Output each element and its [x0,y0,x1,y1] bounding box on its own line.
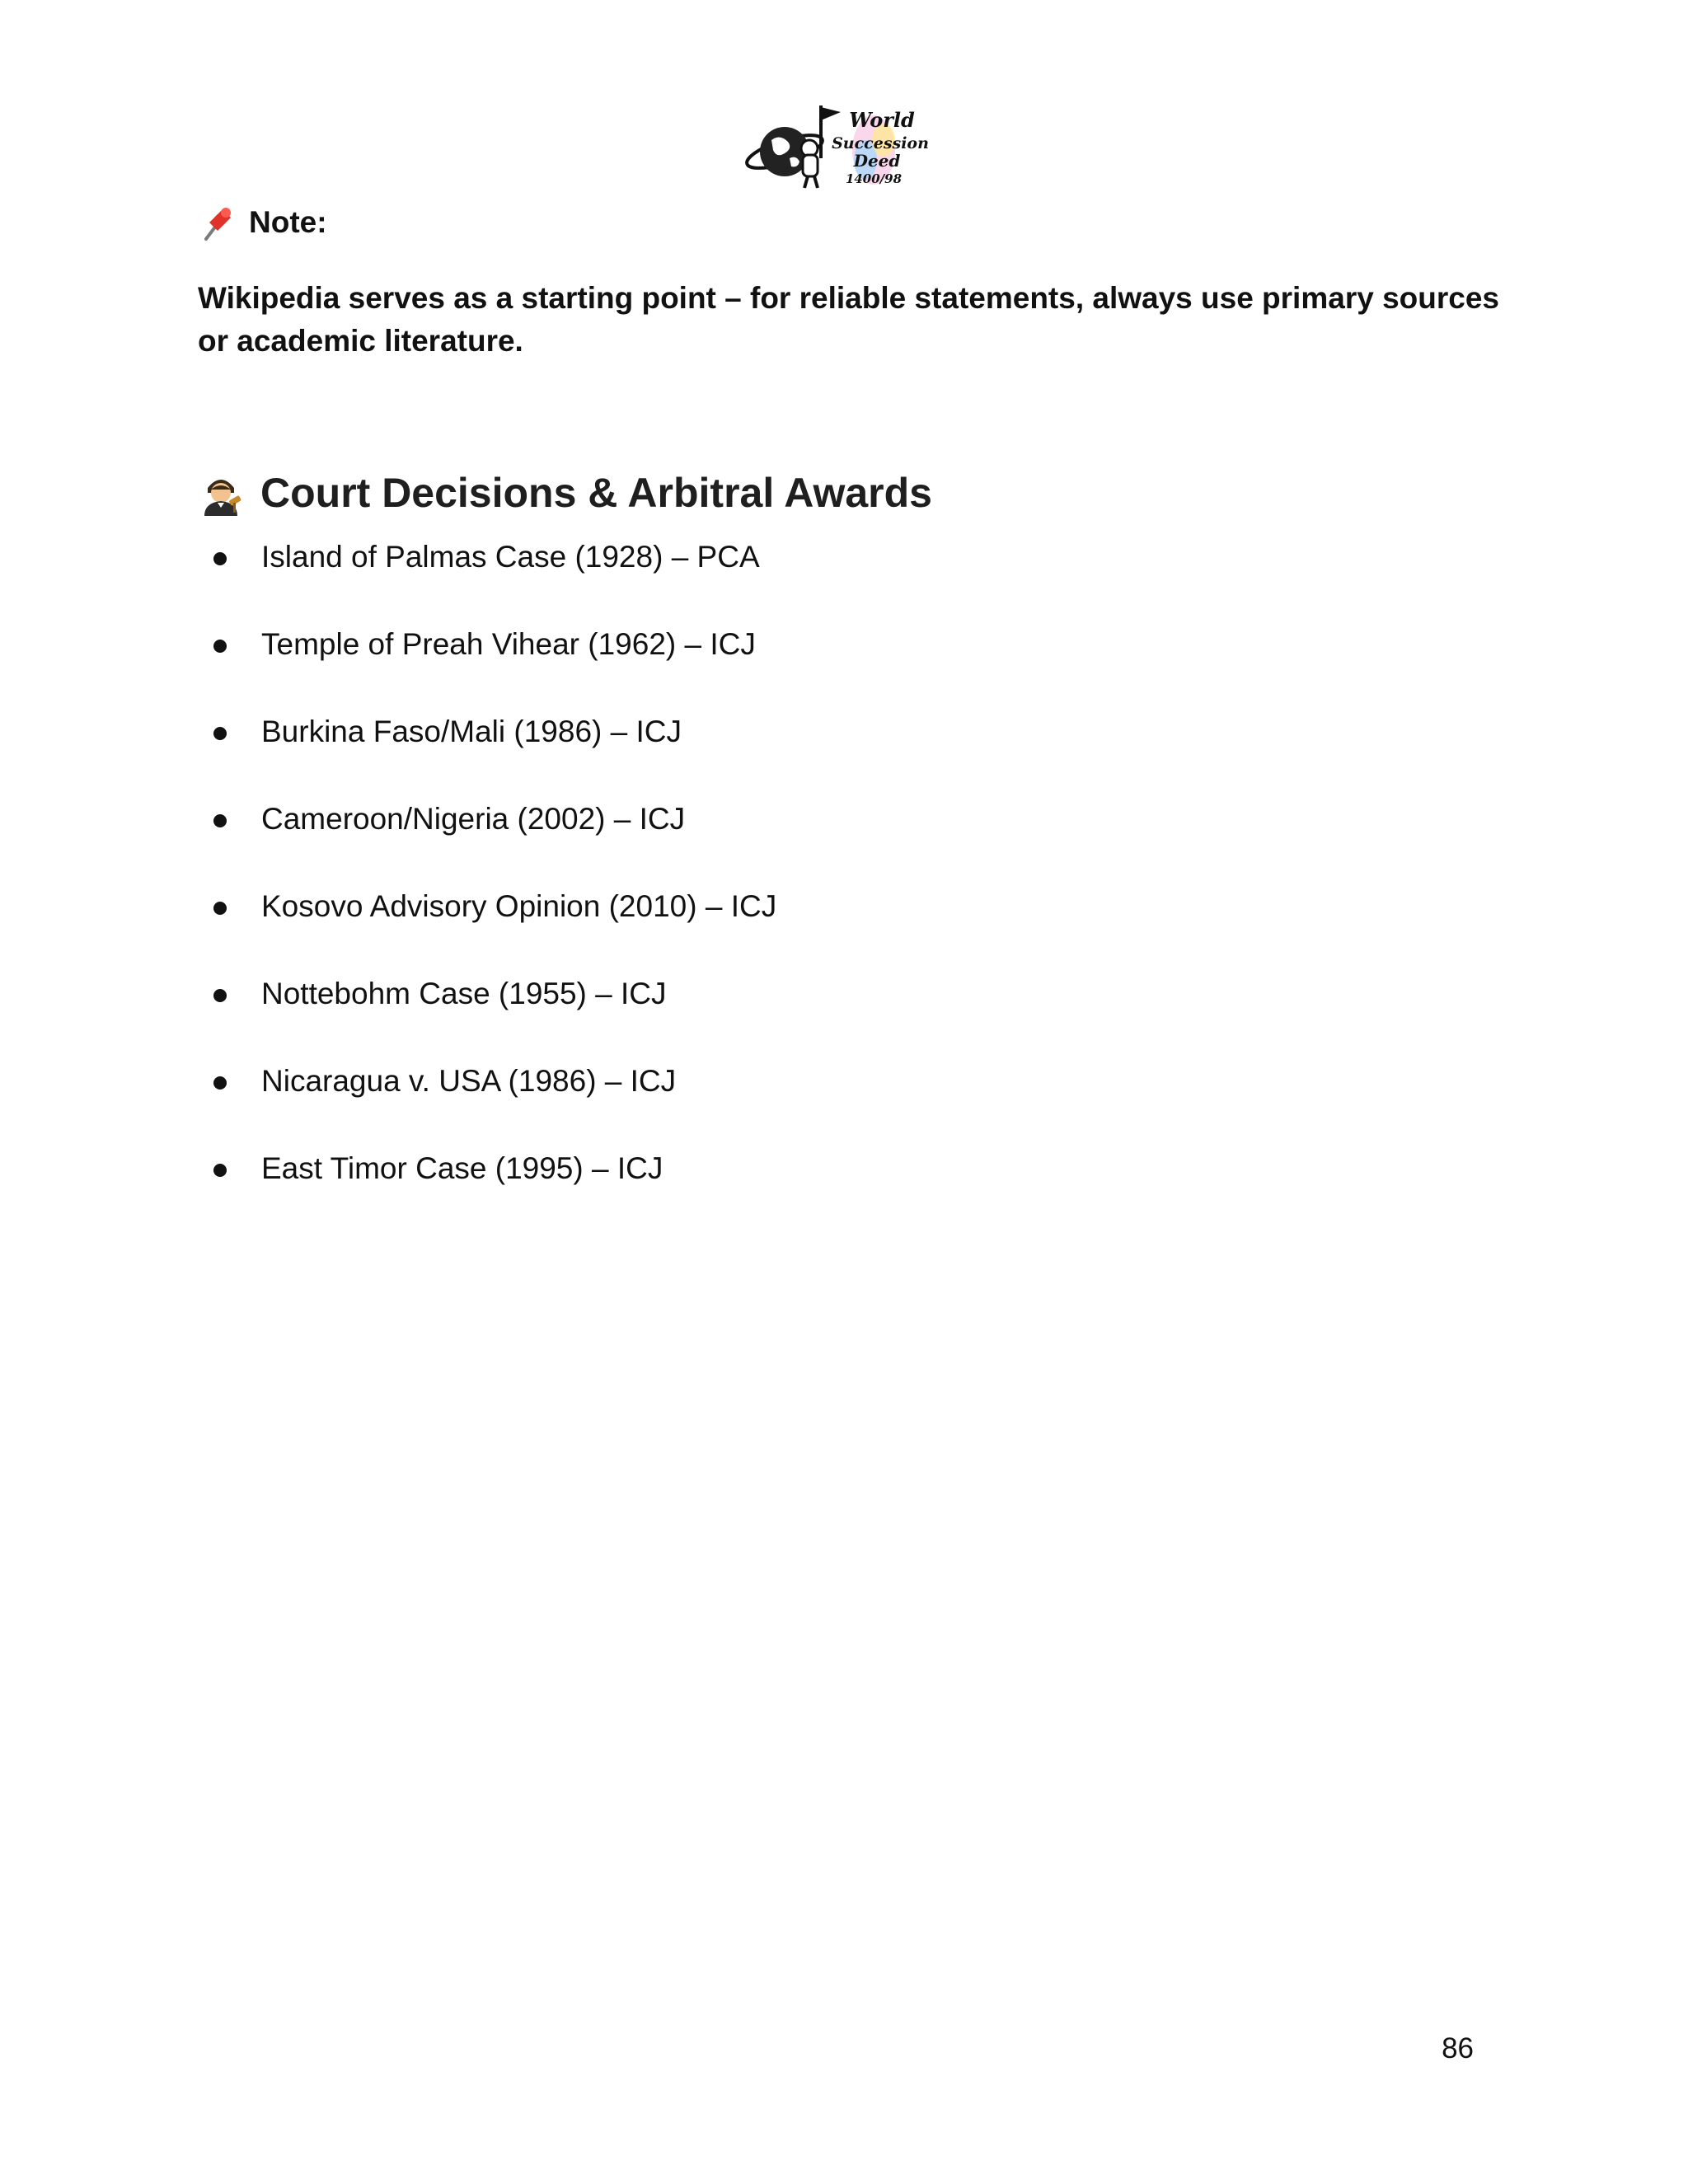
bullet-icon [213,727,227,740]
list-item-text: Nicaragua v. USA (1986) – ICJ [261,1064,677,1098]
bullet-icon [213,1076,227,1090]
svg-text:Deed: Deed [853,151,901,171]
list-item-text: Temple of Preah Vihear (1962) – ICJ [261,627,756,661]
svg-text:1400/98: 1400/98 [845,171,903,186]
list-item-text: East Timor Case (1995) – ICJ [261,1151,663,1185]
svg-text:World: World [849,108,915,132]
logo-graphic [742,101,933,191]
judge-icon [198,470,244,516]
bullet-icon [213,814,227,827]
bullet-icon [213,1164,227,1177]
world-succession-deed-logo [742,101,933,191]
note-text: Wikipedia serves as a starting point – for reliable statements, always use primary sources or academic literature. [198,281,1499,358]
list-item [198,1060,776,1147]
section-title: Court Decisions & Arbitral Awards [260,470,932,516]
list-item-text: Cameroon/Nigeria (2002) – ICJ [261,802,686,836]
list-item-text: Nottebohm Case (1955) – ICJ [261,977,667,1010]
list-item-text: Burkina Faso/Mali (1986) – ICJ [261,715,682,748]
list-item [198,885,776,972]
bullet-icon [213,552,227,565]
bullet-icon [213,902,227,915]
list-item [198,710,776,798]
pushpin-icon [198,203,237,242]
list-item-text: Kosovo Advisory Opinion (2010) – ICJ [261,889,777,923]
list-item [198,972,776,1060]
list-item [198,536,776,623]
note-header [198,199,327,246]
svg-text:Succession: Succession [832,134,929,152]
bullet-icon [213,989,227,1002]
note-label: Note: [249,205,327,239]
list-item [198,1147,776,1235]
case-list [198,536,776,1235]
bullet-icon [213,640,227,653]
page-number: 86 [1442,2032,1474,2064]
list-item [198,623,776,710]
list-item [198,798,776,885]
section-heading [198,466,932,519]
list-item-text: Island of Palmas Case (1928) – PCA [261,540,760,574]
